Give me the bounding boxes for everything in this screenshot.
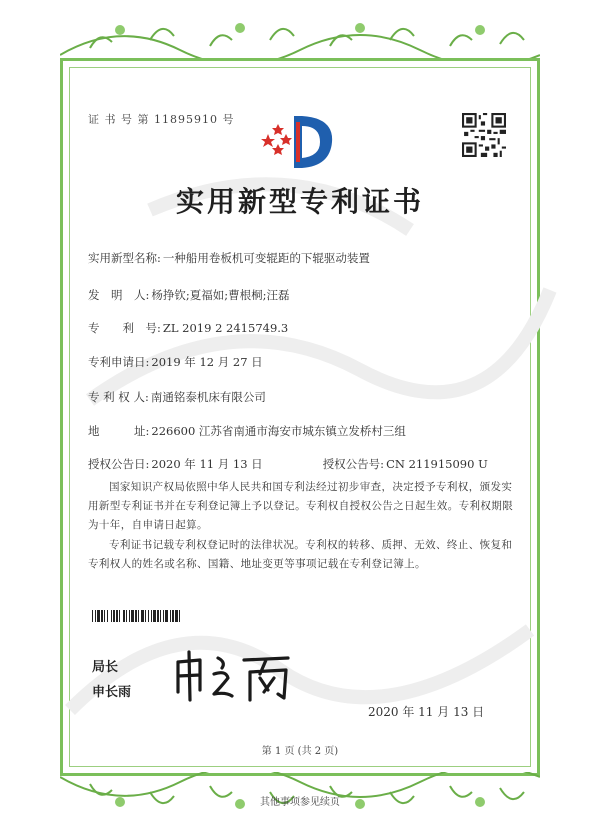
grant-number-label: 授权公告号: bbox=[322, 457, 385, 471]
director-title: 局长 bbox=[92, 660, 119, 675]
field-value: 南通铭泰机床有限公司 bbox=[150, 390, 266, 404]
field-utility-model-name bbox=[88, 250, 370, 266]
field-value: ZL 2019 2 2415749.3 bbox=[162, 321, 289, 335]
field-label: 专利申请日: bbox=[88, 355, 150, 369]
field-grant bbox=[88, 456, 488, 472]
issue-date: 2020 年 11 月 13 日 bbox=[368, 705, 485, 719]
grant-date-label: 授权公告日: bbox=[88, 457, 150, 471]
qr-code-icon bbox=[462, 113, 506, 157]
field-value: 2019 年 12 月 27 日 bbox=[151, 355, 263, 369]
floral-border-top bbox=[60, 0, 540, 60]
field-value: 杨挣钦;夏福如;曹根桐;汪磊 bbox=[151, 288, 290, 302]
director-signature bbox=[170, 648, 300, 704]
certificate-inner-frame bbox=[69, 67, 531, 767]
field-label: 地 址: bbox=[88, 424, 150, 438]
certificate-number: 证 书 号 第 11895910 号 bbox=[88, 113, 235, 126]
field-address bbox=[88, 423, 406, 439]
field-patentee bbox=[88, 389, 266, 405]
footer-note: 其他事项参见续页 bbox=[260, 797, 340, 808]
barcode-icon bbox=[92, 610, 262, 622]
grant-statement-paragraph: 国家知识产权局依照中华人民共和国专利法经过初步审查，决定授予专利权，颁发实用新型专利证书并在专利登记簿上予以登记。专利权自授权公告之日起生效。专利权期限为十年，自申请日起算。 bbox=[88, 481, 514, 531]
certificate-title: 实用新型专利证书 bbox=[175, 185, 424, 218]
grant-date-value: 2020 年 11 月 13 日 bbox=[151, 457, 263, 471]
field-label: 发 明 人: bbox=[88, 288, 150, 302]
field-value: 一种船用卷板机可变辊距的下辊驱动装置 bbox=[162, 251, 370, 265]
grant-number-value: CN 211915090 U bbox=[386, 457, 488, 471]
page-number: 第 1 页 (共 2 页) bbox=[261, 746, 339, 757]
field-label: 专 利 号: bbox=[88, 321, 161, 335]
patent-office-emblem-icon bbox=[256, 112, 340, 172]
field-label: 专 利 权 人: bbox=[88, 390, 149, 404]
field-inventors bbox=[88, 287, 290, 303]
field-label: 实用新型名称: bbox=[88, 251, 161, 265]
legal-status-paragraph: 专利证书记载专利权登记时的法律状况。专利权的转移、质押、无效、终止、恢复和专利权人的姓名或名称、国籍、地址变更等事项记载在专利登记簿上。 bbox=[88, 539, 513, 570]
field-application-date bbox=[88, 354, 263, 370]
field-patent-number bbox=[88, 320, 288, 336]
field-value: 226600 江苏省南通市海安市城东镇立发桥村三组 bbox=[151, 424, 406, 438]
director-name: 申长雨 bbox=[92, 685, 132, 700]
